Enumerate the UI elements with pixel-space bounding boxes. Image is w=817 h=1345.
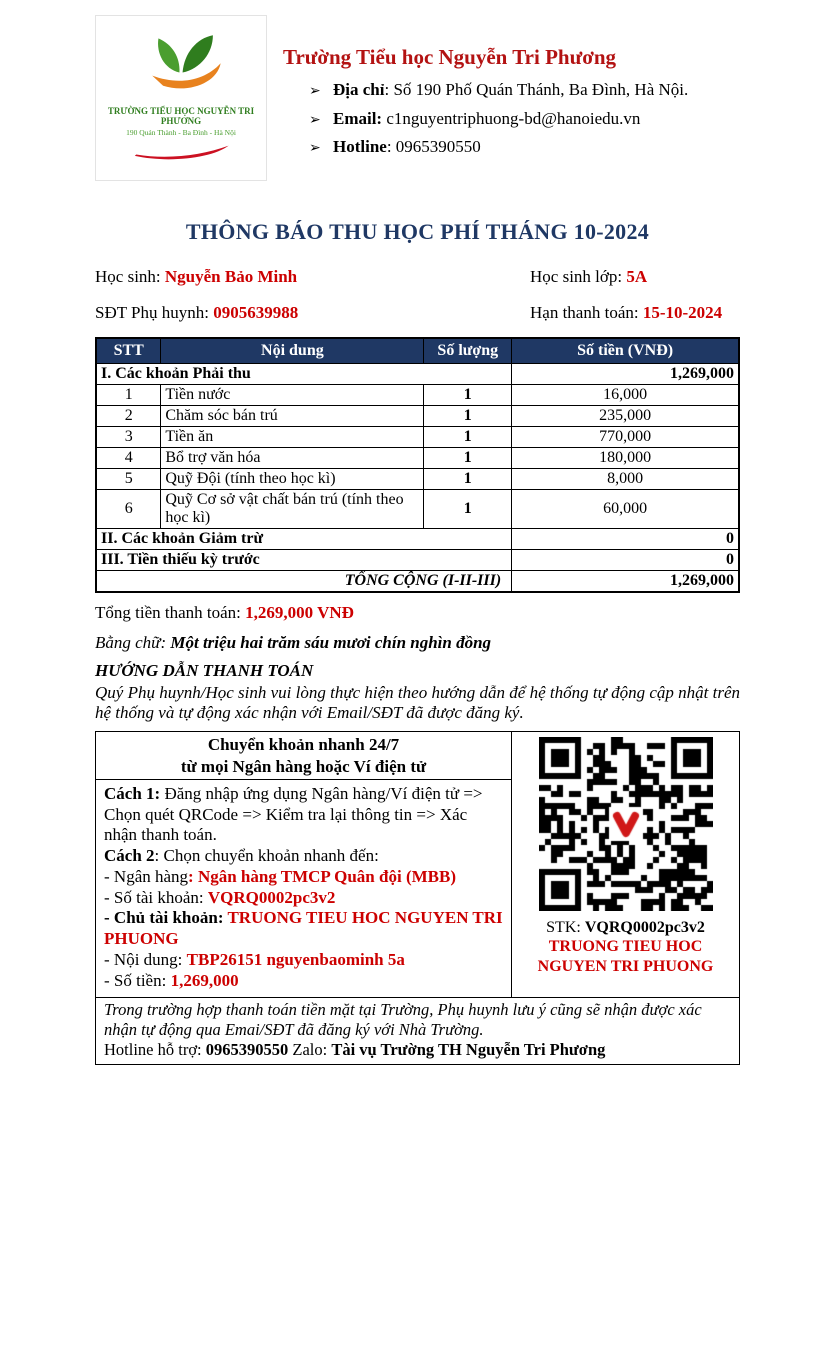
transfer-content-value: TBP26151 nguyenbaominh 5a [186,949,405,969]
table-header-row [96,338,739,364]
school-info [283,15,688,164]
payment-guide-intro: Quý Phụ huynh/Học sinh vui lòng thực hiện theo hướng dẫn để hệ thống tự động cập nhật trên hệ thống và tự động xác nhận với Email/SĐT đã được đăng ký. [95,683,741,723]
qr-code [538,736,714,917]
row-amount: 770,000 [512,427,739,448]
qr-code-image [539,737,713,911]
col-header-stt: STT [96,338,161,364]
student-name-line [95,267,500,287]
account-line [104,888,503,909]
row-name: Bổ trợ văn hóa [161,448,424,469]
transfer-amount-label: - Số tiền: [104,970,171,990]
transfer-content-line [104,950,503,971]
section-amount: 1,269,000 [512,364,739,385]
row-stt: 3 [96,427,161,448]
row-qty: 1 [424,490,512,529]
total-payment-value: 1,269,000 VNĐ [245,603,354,623]
table-row [96,490,739,529]
method1-line [104,784,503,846]
row-stt: 2 [96,406,161,427]
hotline-label: Hotline [332,137,387,157]
row-amount: 16,000 [512,385,739,406]
payment-instructions [96,732,512,997]
payment-guide-title: HƯỚNG DẪN THANH TOÁN [95,661,314,681]
parent-phone-line [95,303,500,323]
table-row [96,469,739,490]
account-label: - Số tài khoản: [104,887,208,907]
row-stt: 1 [96,385,161,406]
section-row-deductions [96,529,739,550]
fee-table [95,337,740,593]
table-row [96,448,739,469]
transfer-content-label: - Nội dung: [104,949,187,969]
qr-account-holder: TRUONG TIEU HOC NGUYEN TRI PHUONG [537,938,714,975]
row-qty: 1 [424,448,512,469]
payment-box-title-line1: Chuyển khoản nhanh 24/7 [207,735,400,755]
school-logo [95,15,267,181]
total-amount: 1,269,000 [512,571,739,593]
amount-in-words-line [95,633,740,653]
student-class-line [530,267,740,287]
row-qty: 1 [424,469,512,490]
col-header-content: Nội dung [161,338,424,364]
payment-box [95,731,740,1064]
zalo-label: Zalo: [288,1039,332,1059]
qr-panel [512,732,739,997]
section-amount: 0 [512,529,739,550]
row-qty: 1 [424,406,512,427]
row-name: Tiền nước [161,385,424,406]
logo-school-address: 190 Quán Thành - Ba Đình - Hà Nội [126,127,236,137]
arrow-bullet-icon: ➢ [309,112,321,128]
row-name: Chăm sóc bán trú [161,406,424,427]
red-swoosh-icon [126,143,236,168]
page-title: THÔNG BÁO THU HỌC PHÍ THÁNG 10-2024 [185,219,650,244]
total-payment-label: Tổng tiền thanh toán: [95,603,246,623]
support-hotline-label: Hotline hỗ trợ: [104,1039,206,1059]
bank-label: - Ngân hàng [104,866,189,886]
due-date-line [530,303,740,323]
stk-line [512,919,739,937]
bank-value: : Ngân hàng TMCP Quân đội (MBB) [188,866,456,886]
logo-school-name: TRƯỜNG TIỂU HỌC NGUYỄN TRI PHƯƠNG [107,105,255,126]
address-value: : Số 190 Phố Quán Thánh, Ba Đình, Hà Nội. [384,80,689,99]
col-header-qty: Số lượng [424,338,512,364]
payment-methods [96,780,511,997]
arrow-bullet-icon: ➢ [309,141,321,157]
student-class-label: Học sinh lớp: [530,267,627,286]
section-label: I. Các khoản Phải thu [96,364,512,385]
address-label: Địa chỉ [332,80,385,99]
arrow-bullet-icon: ➢ [309,84,321,99]
row-amount: 8,000 [512,469,739,490]
amount-in-words-value: Một triệu hai trăm sáu mươi chín nghìn đồng [170,633,492,653]
student-name-label: Học sinh: [95,267,165,286]
holder-value: TRUONG TIEU HOC NGUYEN TRI PHUONG [104,908,503,949]
method2-label: Cách 2 [104,846,155,866]
section-row-receivables [96,364,739,385]
section-label: II. Các khoản Giảm trừ [96,529,512,550]
row-name: Quỹ Cơ sở vật chất bán trú (tính theo học kì) [161,490,424,529]
row-name: Tiền ăn [161,427,424,448]
support-line [104,1040,731,1060]
table-row [96,385,739,406]
transfer-amount-value: 1,269,000 [170,970,239,990]
email-label: Email: [332,108,383,128]
total-payment-line [95,603,740,623]
row-stt: 6 [96,490,161,529]
total-label: TỔNG CỘNG (I-II-III) [96,571,512,593]
parent-phone-value: 0905639988 [213,303,299,322]
row-amount: 235,000 [512,406,739,427]
leaves-logo-icon [121,29,241,104]
hotline-value: : 0965390550 [386,137,481,157]
student-name-value: Nguyễn Bảo Minh [164,267,298,286]
account-value: VQRQ0002pc3v2 [207,887,336,907]
section-row-previous-balance [96,550,739,571]
cash-note: Trong trường hợp thanh toán tiền mặt tại Trường, Phụ huynh lưu ý cũng sẽ nhận được xác nhận tự động qua Emai/SĐT đã đăng ký với Nhà Trường. [104,1000,702,1040]
row-name: Quỹ Đội (tính theo học kì) [161,469,424,490]
row-stt: 5 [96,469,161,490]
due-date-value: 15-10-2024 [642,303,723,322]
payment-box-title [96,732,511,780]
stk-value: VQRQ0002pc3v2 [584,919,705,937]
zalo-value: Tài vụ Trường TH Nguyễn Tri Phương [331,1039,606,1059]
stk-label: STK: [546,919,585,937]
holder-label: - Chủ tài khoản: [104,908,228,928]
payment-box-title-line2: từ mọi Ngân hàng hoặc Ví điện tử [180,756,427,776]
amount-in-words-label: Bằng chữ: [95,633,171,653]
school-name: Trường Tiểu học Nguyễn Tri Phương [283,45,616,69]
student-class-value: 5A [626,267,648,286]
student-info [95,267,740,323]
col-header-amount: Số tiền (VNĐ) [512,338,739,364]
table-row [96,406,739,427]
method2-text: : Chọn chuyển khoản nhanh đến: [154,846,379,866]
payment-footer [96,997,739,1063]
total-row [96,571,739,593]
method1-text: Đăng nhập ứng dụng Ngân hàng/Ví điện tử => Chọn quét QRCode => Kiểm tra lại thông tin => Xác nhận thanh toán. [104,783,483,845]
row-amount: 60,000 [512,490,739,529]
table-row [96,427,739,448]
row-stt: 4 [96,448,161,469]
method2-line [104,846,503,867]
section-amount: 0 [512,550,739,571]
header [95,15,740,181]
row-qty: 1 [424,385,512,406]
hotline-line [309,135,688,160]
method1-label: Cách 1: [104,783,161,803]
email-line [309,107,688,132]
due-date-label: Hạn thanh toán: [530,303,643,322]
address-line [309,78,688,103]
transfer-amount-line [104,971,503,992]
support-hotline-value: 0965390550 [205,1039,289,1059]
row-qty: 1 [424,427,512,448]
section-label: III. Tiền thiếu kỳ trước [96,550,512,571]
row-amount: 180,000 [512,448,739,469]
email-value: c1nguyentriphuong-bd@hanoiedu.vn [382,108,641,128]
bank-line [104,867,503,888]
parent-phone-label: SĐT Phụ huynh: [95,303,214,322]
holder-line [104,908,503,949]
